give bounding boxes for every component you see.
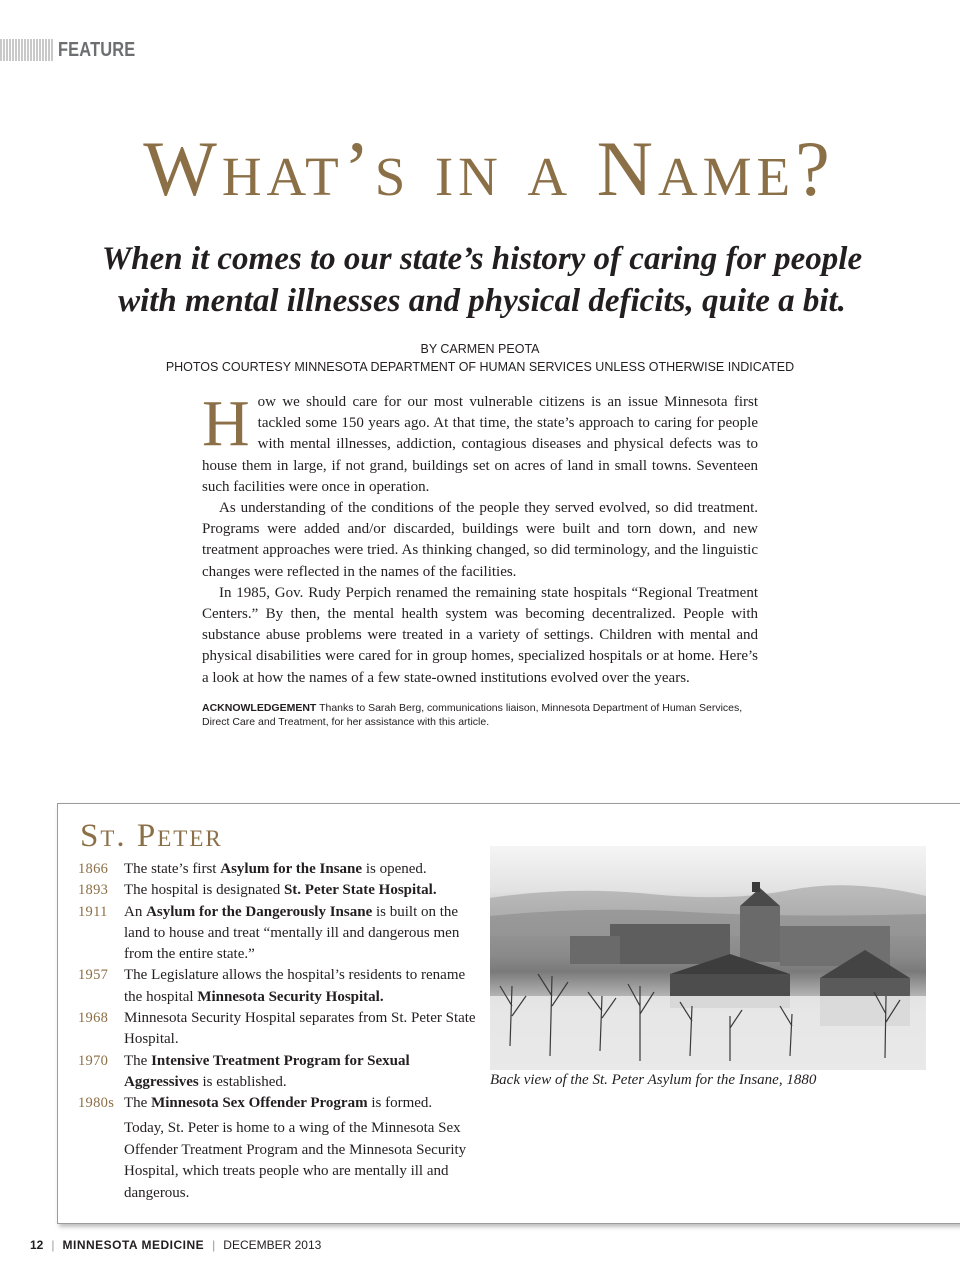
section-tag-bar [0,39,54,61]
sidebar-closing: Today, St. Peter is home to a wing of the Minnesota Sex Offender Treatment Program and the Minnesota Security Hospital, which treats people who are mentally ill and dangerous. [124,1120,467,1201]
timeline-text-post: is established. [198,1073,287,1090]
article-paragraph-1 [202,387,758,498]
sidebar-title: St. Peter [80,818,223,854]
section-tag [0,36,152,64]
timeline-text-bold: Intensive Treatment Program for Sexual Aggressives [124,1052,410,1090]
sidebar-box [57,803,960,1224]
timeline-text [124,880,476,901]
timeline-entry [78,902,476,966]
timeline-text-bold: Asylum for the Dangerously Insane [146,903,373,920]
timeline-year: 1980s [78,1095,115,1112]
timeline-text-bold: Minnesota Security Hospital. [197,988,384,1005]
timeline-text [124,1008,476,1051]
byline-author: BY CARMEN PEOTA [420,342,540,356]
timeline-entry [78,1093,476,1114]
article-paragraph-2: As understanding of the conditions of the people they served evolved, so did treatment. Programs were added and/or discarded, buildings were built and torn down, and new treatment approaches were tried. As thinking changed, so did terminology, and the linguistic changes were reflected in the names of the facilities. [202,500,758,580]
timeline-text-pre: The Legislature allows the hospital’s residents to rename the hospital [124,967,466,1005]
timeline-text [124,1093,476,1114]
timeline-year: 1970 [78,1052,109,1069]
page-footer [30,1238,321,1252]
timeline-text [124,902,476,966]
magazine-name: MINNESOTA MEDICINE [62,1238,205,1252]
timeline-entry [78,1008,476,1051]
subtitle-line-1: When it comes to our state’s history of caring for people [101,241,863,277]
footer-divider: | [51,1238,55,1252]
timeline-text-post: is built on the land to house and treat “mentally ill and dangerous men from the entire state.” [124,903,460,963]
byline-photo-credit: PHOTOS COURTESY MINNESOTA DEPARTMENT OF HUMAN SERVICES UNLESS OTHERWISE INDICATED [165,360,795,374]
article-paragraph-3: In 1985, Gov. Rudy Perpich renamed the remaining state hospitals “Regional Treatment Centers.” By then, the mental health system was becoming decentralized. People with substance abuse problems were treated in a variety of settings. Children with mental and physical disabilities were cared for in group homes, specialized hospitals or at home. Here’s a look at how the names of a few state-owned institutions evolved over the years. [202,584,758,686]
byline [0,340,960,376]
timeline-list [78,859,476,1115]
timeline-year: 1893 [78,882,109,899]
timeline-text-pre: The state’s first [124,861,221,877]
timeline-text [124,965,476,1008]
timeline-text-pre: The hospital is designated [124,882,284,899]
timeline-entry [78,880,476,901]
drop-cap: H [202,387,250,460]
subtitle-line-2: with mental illnesses and physical deficits, quite a bit. [118,283,846,319]
acknowledgement-label: ACKNOWLEDGEMENT [202,701,317,714]
asylum-photo [490,846,926,1070]
asylum-photo-illustration [490,846,926,1070]
acknowledgement [202,701,758,730]
timeline-text-post: is formed. [367,1095,433,1112]
acknowledgement-text: Thanks to Sarah Berg, communications liaison, Minnesota Department of Human Services, Direct Care and Treatment, for her assistance with this article. [202,701,743,729]
timeline-text [124,859,476,880]
timeline-text-pre: The [124,1095,152,1112]
issue-date: DECEMBER 2013 [223,1238,322,1252]
timeline-text-bold: Minnesota Sex Offender Program [151,1095,368,1112]
timeline-text-pre: The [124,1052,152,1069]
article-paragraph-1-text: ow we should care for our most vulnerable citizens is an issue Minnesota first tackled some 150 years ago. At that time, the state’s approach to caring for people with mental illnesses, addiction, contagious diseases and physical defects was to house them in large, if not grand, buildings set on acres of land in small towns. Seventeen such facilities were once in operation. [202,394,758,495]
article-subtitle [0,238,960,322]
footer-divider: | [212,1238,216,1252]
timeline-text-pre: An [124,903,147,920]
timeline-text-post: is opened. [362,861,427,877]
article-title: What’s in a Name? [143,125,835,212]
timeline-year: 1866 [78,861,109,877]
section-tag-label: FEATURE [58,38,136,61]
timeline-entry [78,965,476,1008]
timeline-text [124,1051,476,1094]
photo-caption: Back view of the St. Peter Asylum for the Insane, 1880 [490,1072,817,1088]
timeline-year: 1957 [78,967,109,984]
timeline-year: 1968 [78,1010,109,1027]
article-body [202,387,758,730]
timeline-text-pre: Minnesota Security Hospital separates from St. Peter State Hospital. [124,1010,476,1048]
timeline-entry [78,1051,476,1094]
timeline-year: 1911 [78,903,108,920]
timeline-text-bold: St. Peter State Hospital. [283,882,437,899]
page-number: 12 [30,1238,44,1252]
timeline-text-bold: Asylum for the Insane [220,861,363,877]
timeline-entry [78,859,476,880]
